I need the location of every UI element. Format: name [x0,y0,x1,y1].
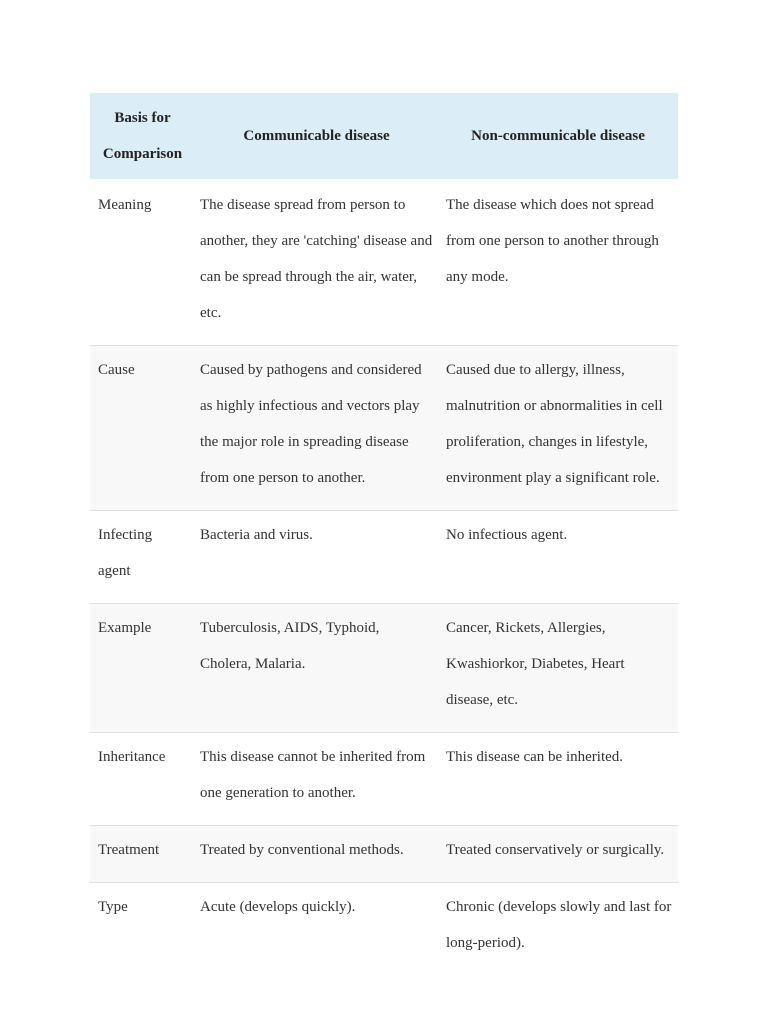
row-communicable-cell: Tuberculosis, AIDS, Typhoid, Cholera, Malaria. [195,604,438,733]
table-row [90,346,678,511]
table-row [90,180,678,346]
row-basis-cell: Meaning [90,180,195,346]
row-non-communicable-cell: Treated conservatively or surgically. [438,826,678,883]
row-communicable-cell: Acute (develops quickly). [195,883,438,976]
table-row [90,733,678,826]
row-communicable-cell: Treated by conventional methods. [195,826,438,883]
header-basis: Basis for Comparison [90,93,195,180]
row-non-communicable-cell: No infectious agent. [438,511,678,604]
comparison-table [90,93,678,975]
row-communicable-cell: The disease spread from person to another, they are 'catching' disease and can be spread through the air, water, etc. [195,180,438,346]
row-basis-cell: Type [90,883,195,976]
table-row [90,511,678,604]
row-basis-cell: Cause [90,346,195,511]
row-non-communicable-cell: Chronic (develops slowly and last for long-period). [438,883,678,976]
table-row [90,604,678,733]
table-row [90,883,678,976]
row-basis-cell: Inheritance [90,733,195,826]
table-body [90,180,678,975]
header-row [90,93,678,180]
row-non-communicable-cell: Caused due to allergy, illness, malnutrition or abnormalities in cell proliferation, changes in lifestyle, environment play a significant role. [438,346,678,511]
row-communicable-cell: This disease cannot be inherited from one generation to another. [195,733,438,826]
row-basis-cell: Treatment [90,826,195,883]
header-non-communicable: Non-communicable disease [438,93,678,180]
row-non-communicable-cell: This disease can be inherited. [438,733,678,826]
row-communicable-cell: Caused by pathogens and considered as highly infectious and vectors play the major role in spreading disease from one person to another. [195,346,438,511]
row-basis-cell: Infecting agent [90,511,195,604]
row-basis-cell: Example [90,604,195,733]
row-non-communicable-cell: Cancer, Rickets, Allergies, Kwashiorkor, Diabetes, Heart disease, etc. [438,604,678,733]
row-non-communicable-cell: The disease which does not spread from one person to another through any mode. [438,180,678,346]
header-communicable: Communicable disease [195,93,438,180]
table-row [90,826,678,883]
table-header [90,93,678,180]
row-communicable-cell: Bacteria and virus. [195,511,438,604]
